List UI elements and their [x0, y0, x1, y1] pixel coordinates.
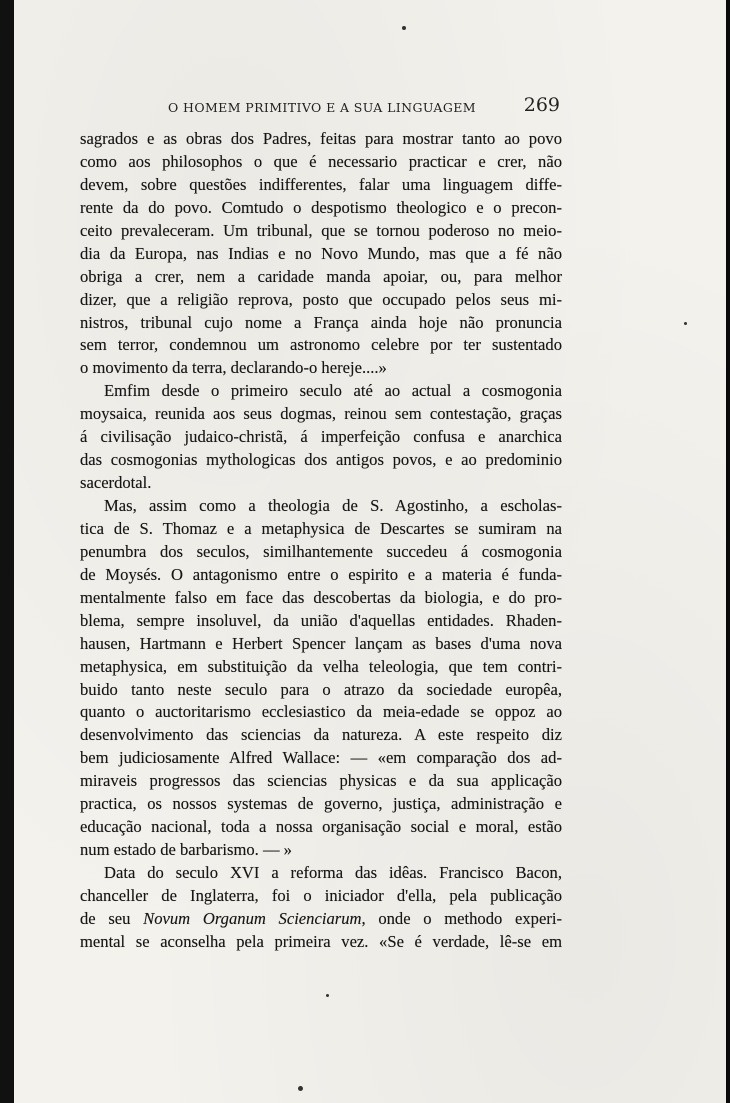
text-line: educação nacional, toda a nossa organisação social e moral, estão — [80, 817, 562, 837]
text-line: dia da Europa, nas Indias e no Novo Mundo, mas que a fé não — [80, 243, 562, 263]
text-line: mentalmente falso em face das descobertas da biologia, e do pro- — [80, 587, 562, 607]
text-line: das cosmogonias mythologicas dos antigos povos, e ao predominio — [80, 450, 562, 470]
text-line: practica, os nossos systemas de governo, justiça, administração e — [80, 794, 562, 814]
text-line: dizer, que a religião reprova, posto que occupado pelos seus mi- — [80, 289, 562, 309]
text-line: bem judiciosamente Alfred Wallace: — «em comparação dos ad- — [80, 748, 562, 768]
text-line: devem, sobre questões indifferentes, falar uma linguagem diffe- — [80, 174, 562, 194]
text-line: Mas, assim como a theologia de S. Agostinho, a escholas- — [104, 496, 562, 515]
book-title: Novum Organum Scienciarum — [143, 908, 362, 928]
ink-speck — [298, 1086, 303, 1091]
text-line: de seu Novum Organum Scienciarum, onde o methodo experi- — [80, 908, 562, 928]
text-line: tica de S. Thomaz e a metaphysica de Descartes se sumiram na — [80, 518, 562, 538]
text-line: num estado de barbarismo. — » — [80, 840, 292, 860]
text-line: nistros, tribunal cujo nome a França ainda hoje não pronuncia — [80, 312, 562, 332]
text-line: penumbra dos seculos, similhantemente succedeu á cosmogonia — [80, 541, 562, 561]
text-line: Emfim desde o primeiro seculo até ao actual a cosmogonia — [104, 381, 562, 401]
text-line: blema, sempre insoluvel, da união d'aquellas entidades. Rhaden- — [80, 610, 562, 630]
text-line: chanceller de Inglaterra, foi o iniciador d'ella, pela publicação — [80, 885, 562, 905]
text-line: á civilisação judaico-christã, á imperfeição confusa e anarchica — [80, 427, 562, 447]
text-line: mental se aconselha pela primeira vez. «Se é verdade, lê-se em — [80, 931, 562, 951]
text-line: rente da do povo. Comtudo o despotismo theologico e o precon- — [80, 197, 562, 217]
text-line: o movimento da terra, declarando-o hereje....» — [80, 358, 387, 378]
scan-left-border — [0, 0, 14, 1103]
text-line: desenvolvimento das sciencias da natureza. A este respeito diz — [80, 725, 562, 745]
text-line: sagrados e as obras dos Padres, feitas para mostrar tanto ao povo — [80, 129, 562, 148]
ink-speck — [326, 994, 329, 997]
text-line: sacerdotal. — [80, 473, 152, 493]
ink-speck — [402, 26, 406, 30]
body-text — [80, 128, 562, 954]
text-line: de Moysés. O antagonismo entre o espirito e a materia é funda- — [80, 564, 562, 584]
page-number: 269 — [523, 94, 560, 116]
text-line: moysaica, reunida aos seus dogmas, reinou sem contestação, graças — [80, 404, 562, 424]
text-line: ceito prevaleceram. Um tribunal, que se tornou poderoso no meio- — [80, 220, 562, 240]
scan-right-border — [726, 0, 730, 1103]
text-line: obriga a crer, nem a caridade manda apoiar, ou, para melhor — [80, 266, 562, 286]
text-line: Data do seculo XVI a reforma das idêas. Francisco Bacon, — [104, 863, 562, 882]
ink-speck — [684, 322, 687, 325]
text-line: quanto o auctoritarismo ecclesiastico da meia-edade se oppoz ao — [80, 702, 562, 722]
text-line: como aos philosophos o que é necessario practicar e crer, não — [80, 151, 562, 171]
text-line: miraveis progressos das sciencias physicas e da sua applicação — [80, 771, 562, 791]
running-head — [86, 94, 560, 120]
text-line: sem terror, condemnou um astronomo celebre por ter sustentado — [80, 335, 562, 355]
text-line: hausen, Hartmann e Herbert Spencer lançam as bases d'uma nova — [80, 633, 562, 653]
running-title: O HOMEM PRIMITIVO E A SUA LINGUAGEM — [168, 100, 476, 115]
text-line: buido tanto neste seculo para o atrazo da sociedade europêa, — [80, 679, 562, 699]
text-line: metaphysica, em substituição da velha teleologia, que tem contri- — [80, 656, 562, 676]
